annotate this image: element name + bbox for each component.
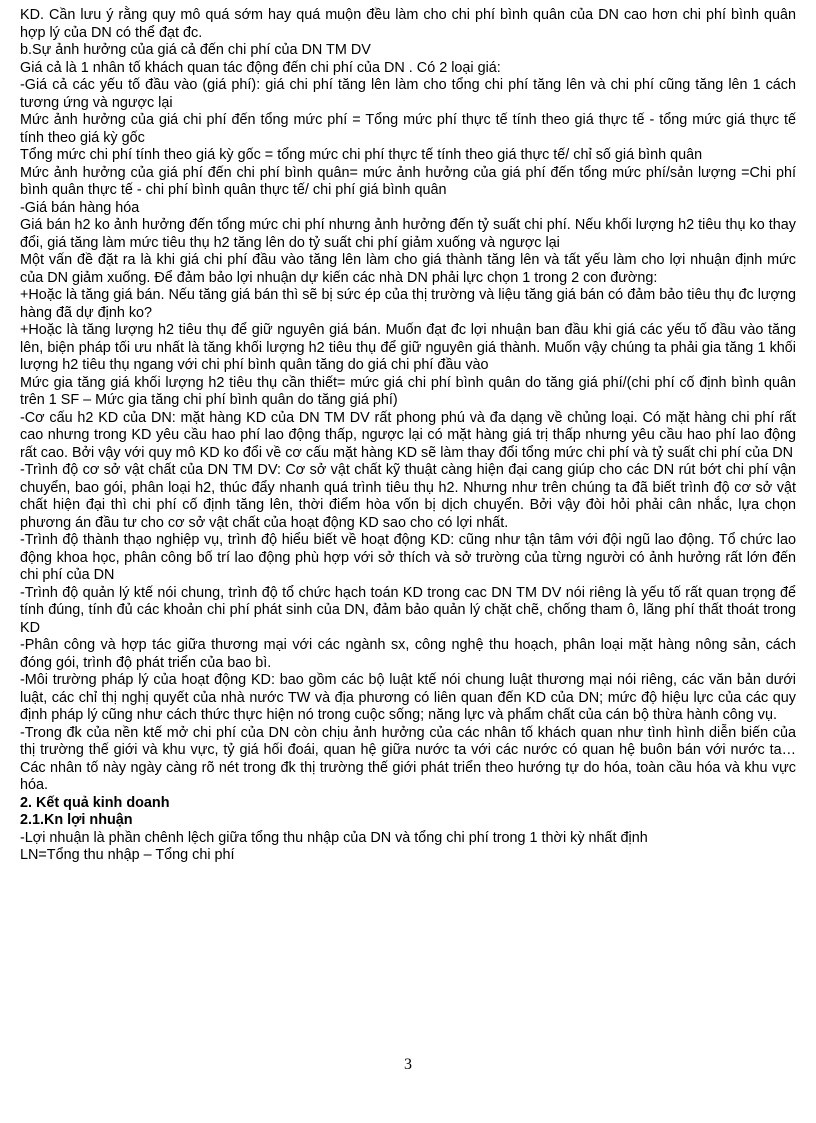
paragraph: -Cơ cấu h2 KD của DN: mặt hàng KD của DN TM DV rất phong phú và đa dạng về chủng loại. Có mặt hàng chi phí rất cao nhưng trong KD yêu cầu hao phí lao động thấp, ngược lại có mặt hàng giá trị thấp nhưng yêu cầu hao phí lao động rất cao. Bởi vậy với quy mô KD ko đổi về cơ cấu mặt hàng KD sẽ làm thay đổi tổng mức chi phí và tỷ suất chi phí của DN (20, 409, 796, 461)
paragraph: -Trình độ thành thạo nghiệp vụ, trình độ hiểu biết về hoạt động KD: cũng như tận tâm với đội ngũ lao động. Tổ chức lao động khoa học, phân công bố trí lao động phù hợp với sở thích và sở trường của từng người có ảnh hưởng rất lớn đến chi phí của DN (20, 532, 796, 583)
section-subheading: b.Sự ảnh hưởng của giá cả đến chi phí của DN TM DV (20, 42, 371, 58)
paragraph: -Trong đk của nền ktế mở chi phí của DN còn chịu ảnh hưởng của các nhân tố khách quan như tình hình diễn biến của thị trường thế giới và khu vực, tỷ giá hối đoái, quan hệ giữa nước ta với các nước có quan hệ buôn bán với nước ta… Các nhân tố này ngày càng rõ nét trong đk thị trường thế giới phát triển theo hướng tự do hóa, toàn cầu hóa và khu vực hóa. (20, 724, 796, 793)
paragraph: +Hoặc là tăng giá bán. Nếu tăng giá bán thì sẽ bị sức ép của thị trường và liệu tăng giá bán có đảm bảo tiêu thụ đc lượng hàng đã dự định ko? (20, 287, 796, 321)
paragraph: Giá cả là 1 nhân tố khách quan tác động đến chi phí của DN . Có 2 loại giá: (20, 59, 501, 76)
paragraph: Mức ảnh hưởng của giá phí đến chi phí bình quân= mức ảnh hưởng của giá phí đến tổng mức phí/sản lượng =Chi phí bình quân thực tế - chi phí bình quân thực tế/ chi phí giá bình quân (20, 164, 796, 198)
paragraph: +Hoặc là tăng lượng h2 tiêu thụ để giữ nguyên giá bán. Muốn đạt đc lợi nhuận ban đầu khi giá các yếu tố đầu vào tăng lên, biện pháp tối ưu nhất là tăng khối lượng h2 tiêu thụ để giữ nguyên giá thành. Muốn vậy chúng ta phải gia tăng 1 khối lượng h2 tiêu thụ ngang với chi phí bình quân tăng do giá chi phí đầu vào (20, 322, 796, 373)
page-number: 3 (404, 1056, 412, 1073)
paragraph: KD. Cần lưu ý rằng quy mô quá sớm hay quá muộn đều làm cho chi phí bình quân của DN cao hơn chi phí bình quân hợp lý của DN có thể đạt đc. (20, 7, 796, 41)
subsection-heading: 2.1.Kn lợi nhuận (20, 812, 133, 828)
paragraph: -Trình độ quản lý ktế nói chung, trình độ tổ chức hạch toán KD trong cac DN TM DV nói riêng là yếu tố rất quan trọng để tính đúng, tính đủ các khoản chi phí phát sinh của DN, đảm bảo quản lý chặt chẽ, chống tham ô, lãng phí thất thoát trong KD (20, 584, 796, 636)
paragraph: -Phân công và hợp tác giữa thương mại với các ngành sx, công nghệ thu hoạch, phân loại mặt hàng nông sản, cách đóng gói, trình độ phát triển của bao bì. (20, 637, 796, 671)
paragraph: -Môi trường pháp lý của hoạt động KD: bao gồm các bộ luật ktế nói chung luật thương mại nói riêng, các văn bản dưới luật, các chỉ thị nghị quyết của nhà nước TW và địa phương có liên quan đến KD của DN; mức độ hiệu lực của các quy định pháp lý cũng như cách thức thực hiện nó trong cuộc sống; năng lực và phẩm chất của cán bộ thừa hành công vụ. (20, 672, 796, 723)
paragraph: -Giá cả các yếu tố đầu vào (giá phí): giá chi phí tăng lên làm cho tổng chi phí tăng lên và chi phí cũng tăng lên 1 cách tương ứng và ngược lại (20, 77, 796, 111)
paragraph: Mức gia tăng giá khối lượng h2 tiêu thụ cần thiết= mức giá chi phí bình quân do tăng giá phí/(chi phí cố định bình quân trên 1 SF – Mức gia tăng chi phí bình quân do tăng giá phí) (20, 374, 796, 408)
paragraph: -Lợi nhuận là phần chênh lệch giữa tổng thu nhập của DN và tổng chi phí trong 1 thời kỳ nhất định (20, 829, 648, 846)
document-body (20, 7, 796, 865)
paragraph: Mức ảnh hưởng của giá chi phí đến tổng mức phí = Tổng mức phí thực tế tính theo giá thực tế - tổng mức giá thực tế tính theo giá kỳ gốc (20, 112, 796, 146)
paragraph: Giá bán h2 ko ảnh hưởng đến tổng mức chi phí nhưng ảnh hưởng đến tỷ suất chi phí. Nếu khối lượng h2 tiêu thụ ko thay đổi, giá tăng làm mức tiêu thụ h2 tăng lên do tỷ suất chi phí giảm xuống và ngược lại (20, 217, 796, 251)
paragraph: -Trình độ cơ sở vật chất của DN TM DV: Cơ sở vật chất kỹ thuật càng hiện đại cang giúp cho các DN rút bớt chi phí vận chuyển, bao gói, phân loại h2, thúc đẩy nhanh quá trình tiêu thụ h2. Nhưng như trên chúng ta đã biết trình độ cơ sở vật chất hiện đại thì chi phí cố định tăng lên, thời điểm hòa vốn bị dịch chuyển. Bởi vậy đòi hỏi phải cân nhắc, lựa chọn phương án đầu tư cho cơ sở vật chất của hoạt động KD sao cho có lợi nhất. (20, 462, 796, 531)
paragraph: Tổng mức chi phí tính theo giá kỳ gốc = tổng mức chi phí thực tế tính theo giá thực tế/ chỉ số giá bình quân (20, 147, 703, 163)
section-heading: 2. Kết quả kinh doanh (20, 794, 170, 811)
paragraph: -Giá bán hàng hóa (20, 199, 140, 216)
formula: LN=Tổng thu nhập – Tổng chi phí (20, 847, 235, 863)
paragraph: Một vấn đề đặt ra là khi giá chi phí đầu vào tăng lên làm cho giá thành tăng lên và tất yếu làm cho lợi nhuận định mức của DN giảm xuống. Để đảm bảo lợi nhuận dự kiến các nhà DN phải lực chọn 1 trong 2 con đường: (20, 252, 796, 286)
